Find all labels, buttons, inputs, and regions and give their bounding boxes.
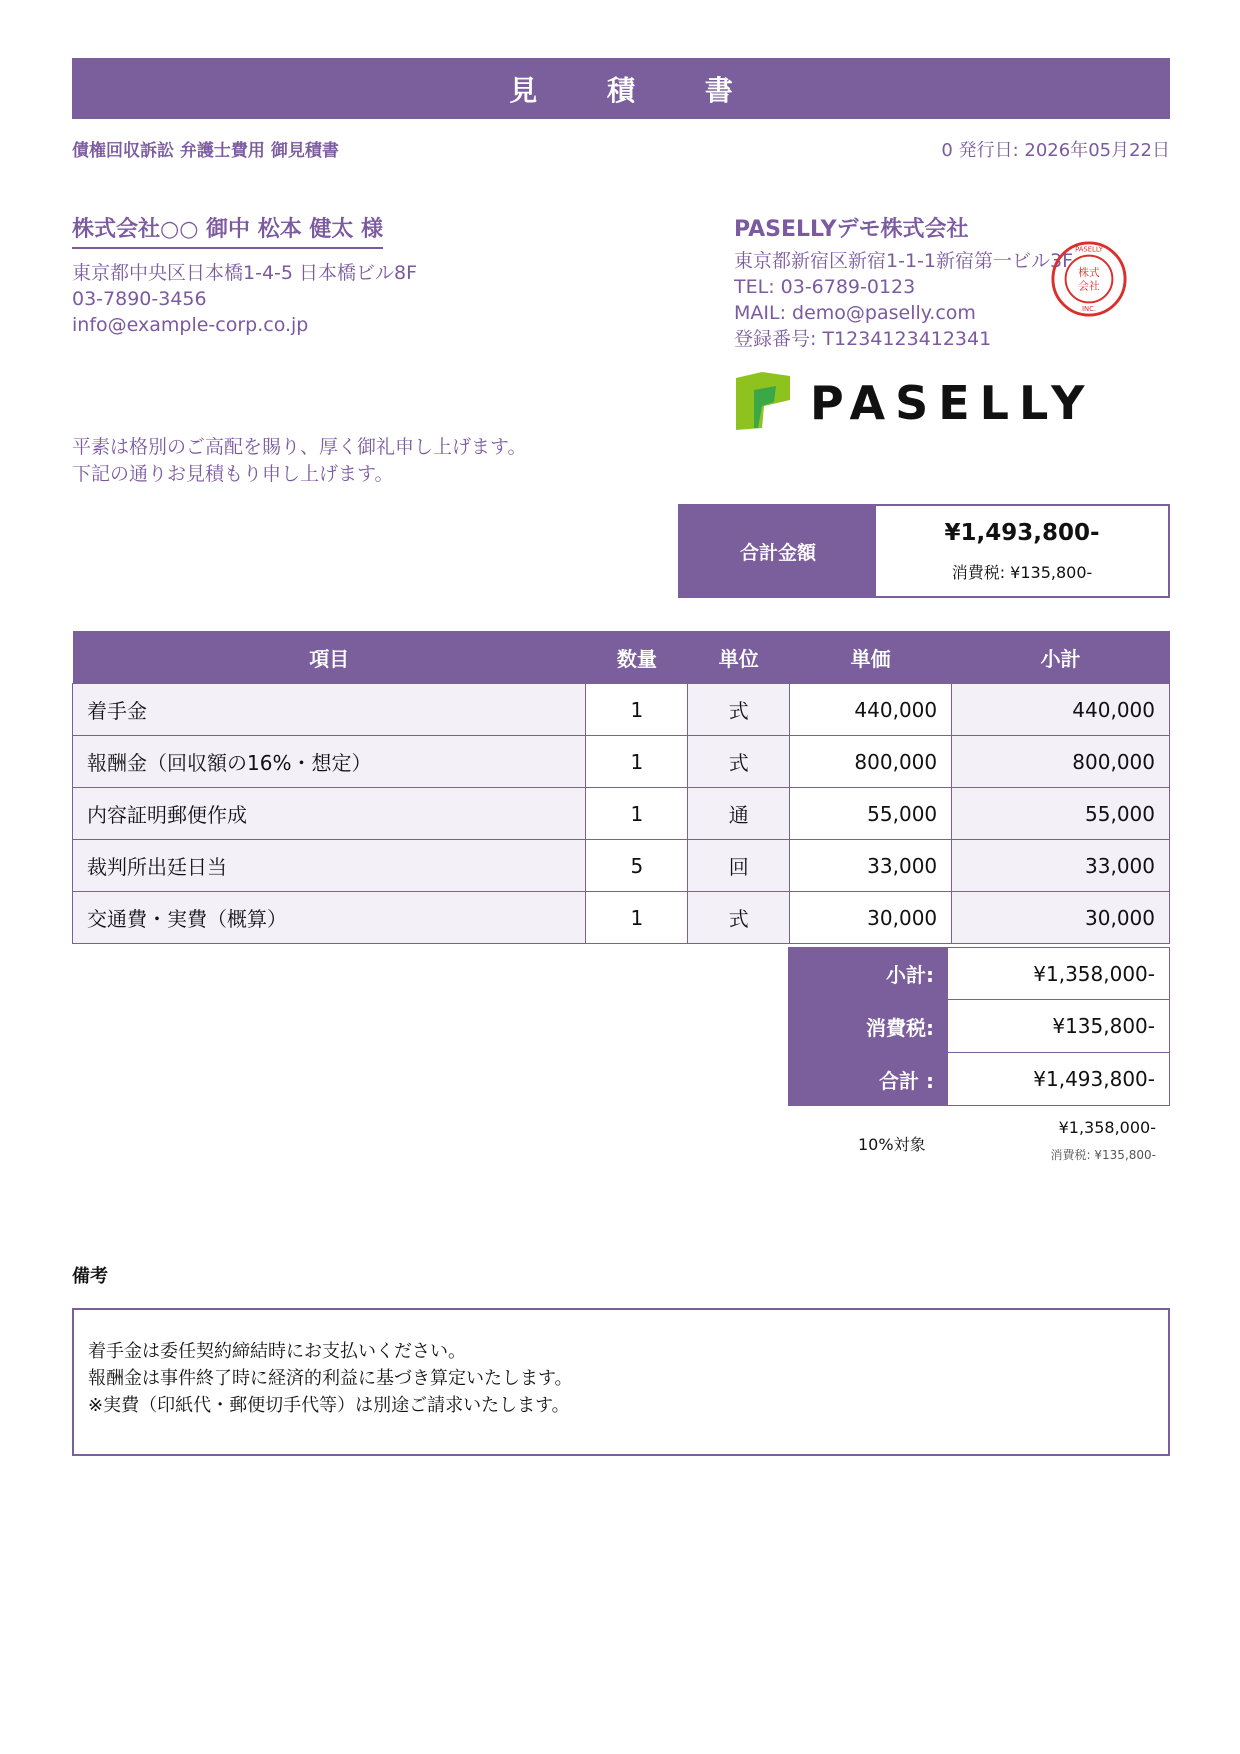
tax-rate-label: 10%対象 [858,1135,926,1154]
items-table [72,631,1170,944]
header-item: 項目 [73,631,586,684]
grand-total-amount: ¥1,493,800- [944,519,1100,546]
item-qty: 1 [586,788,688,840]
paselly-logo [734,370,1095,432]
company-address: 東京都新宿区新宿1-1-1新宿第一ビル3F [734,250,1073,272]
issue-date: 0 発行日: 2026年05月22日 [941,140,1170,161]
table-header-row [73,631,1170,684]
item-qty: 5 [586,840,688,892]
summary-tax-label: 消費税: [788,1000,948,1053]
grand-total-box [678,504,1170,598]
greeting-line-2: 下記の通りお見積もり申し上げます。 [72,463,394,485]
summary-subtotal-value: ¥1,358,000- [948,947,1170,1000]
summary-subtotal-label: 小計: [788,947,948,1000]
table-row [73,736,1170,788]
notes-title: 備考 [72,1266,108,1287]
table-row [73,892,1170,944]
notes-line-3: ※実費（印紙代・郵便切手代等）は別途ご請求いたします。 [88,1395,570,1416]
grand-total-value [876,506,1168,596]
header-qty: 数量 [586,631,688,684]
greeting [72,434,526,488]
summary-total-row [788,1053,1170,1106]
summary-tax-value: ¥135,800- [948,1000,1170,1053]
item-unit: 式 [688,684,790,736]
notes-line-1: 着手金は委任契約締結時にお支払いください。 [88,1341,466,1362]
item-unit: 通 [688,788,790,840]
notes-box [72,1308,1170,1456]
svg-text:INC.: INC. [1081,305,1097,314]
item-price: 440,000 [790,684,952,736]
company-name: PASELLYデモ株式会社 [734,217,969,242]
header-price: 単価 [790,631,952,684]
item-subtotal: 800,000 [952,736,1170,788]
client-tel: 03-7890-3456 [72,288,207,310]
item-price: 800,000 [790,736,952,788]
grand-total-tax: 消費税: ¥135,800- [951,562,1093,582]
company-info [734,248,1073,352]
tax-rate-amount: ¥1,358,000- [1058,1118,1156,1137]
table-row [73,788,1170,840]
item-name: 報酬金（回収額の16%・想定） [73,736,586,788]
company-registration: 登録番号: T1234123412341 [734,328,992,350]
item-unit: 式 [688,736,790,788]
item-subtotal: 440,000 [952,684,1170,736]
item-qty: 1 [586,892,688,944]
item-subtotal: 33,000 [952,840,1170,892]
table-row [73,684,1170,736]
client-name: 株式会社○○ 御中 松本 健太 様 [72,212,383,249]
tax-rate-tax: 消費税: ¥135,800- [1050,1148,1156,1162]
item-price: 33,000 [790,840,952,892]
company-tel: TEL: 03-6789-0123 [734,276,916,298]
svg-text:PASELLY: PASELLY [810,376,1095,430]
item-qty: 1 [586,736,688,788]
item-qty: 1 [586,684,688,736]
table-row [73,840,1170,892]
item-name: 交通費・実費（概算） [73,892,586,944]
svg-text:会社: 会社 [1078,279,1100,293]
summary-tax-row [788,1000,1170,1053]
item-name: 着手金 [73,684,586,736]
item-price: 30,000 [790,892,952,944]
summary-total-label: 合計 : [788,1053,948,1106]
greeting-line-1: 平素は格別のご高配を賜り、厚く御礼申し上げます。 [72,436,527,458]
item-subtotal: 55,000 [952,788,1170,840]
header-unit: 単位 [688,631,790,684]
company-mail: MAIL: demo@paselly.com [734,302,976,324]
client-address: 東京都中央区日本橋1-4-5 日本橋ビル8F [72,262,418,284]
svg-text:株式: 株式 [1078,266,1100,280]
client-info [72,260,417,338]
svg-text:PASELLY: PASELLY [1075,245,1103,254]
item-subtotal: 30,000 [952,892,1170,944]
document-title: 見 積 書 [72,58,1170,119]
company-seal-icon [1050,240,1128,318]
item-unit: 式 [688,892,790,944]
summary-block [788,947,1170,1106]
client-email: info@example-corp.co.jp [72,314,309,336]
item-unit: 回 [688,840,790,892]
document-subject: 債権回収訴訟 弁護士費用 御見積書 [72,141,339,161]
item-name: 裁判所出廷日当 [73,840,586,892]
item-price: 55,000 [790,788,952,840]
summary-total-value: ¥1,493,800- [948,1053,1170,1106]
summary-subtotal-row [788,947,1170,1000]
item-name: 内容証明郵便作成 [73,788,586,840]
header-subtotal: 小計 [952,631,1170,684]
grand-total-label: 合計金額 [680,506,876,596]
notes-line-2: 報酬金は事件終了時に経済的利益に基づき算定いたします。 [88,1368,573,1389]
